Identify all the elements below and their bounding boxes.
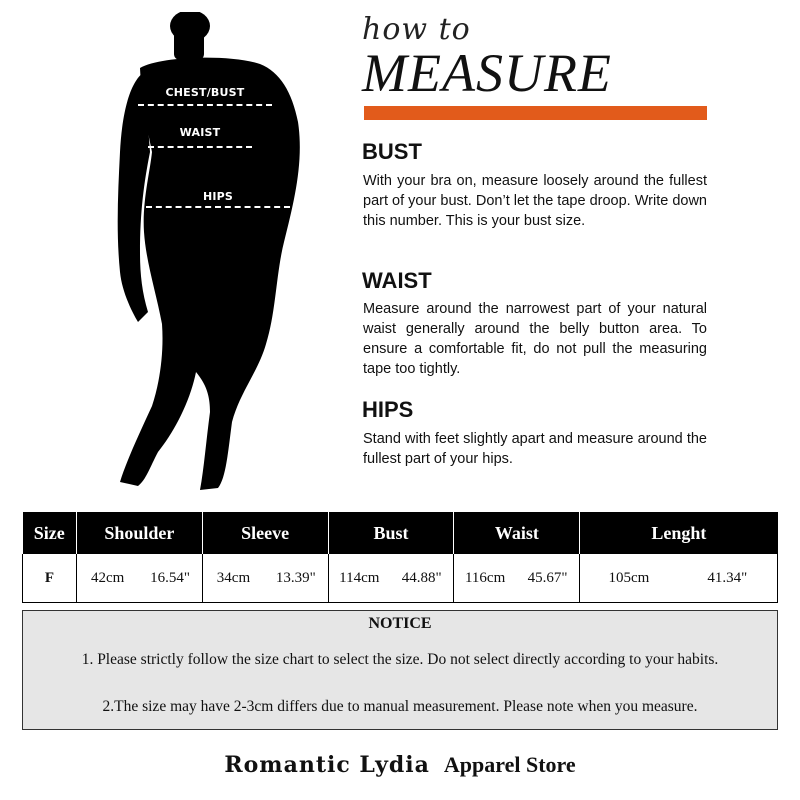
cell-shoulder-cm: 42cm	[76, 554, 138, 603]
waist-line	[148, 146, 252, 148]
cell-shoulder-in: 16.54"	[138, 554, 202, 603]
notice-title: NOTICE	[368, 615, 432, 632]
header-length: Lenght	[580, 512, 778, 554]
bust-line	[138, 104, 272, 106]
store-name: Apparel Store	[443, 752, 576, 777]
cell-size: F	[23, 554, 77, 603]
brand-name: Romantic Lydia	[224, 752, 430, 778]
measure-title: MEASURE	[362, 43, 612, 103]
accent-bar	[364, 106, 707, 120]
hips-label: HIPS	[202, 190, 234, 203]
cell-waist-in: 45.67"	[516, 554, 580, 603]
header-waist: Waist	[454, 512, 580, 554]
waist-label: WAIST	[179, 126, 221, 139]
cell-bust-in: 44.88"	[390, 554, 454, 603]
hips-text: Stand with feet slightly apart and measure around the fullest part of your hips.	[363, 431, 707, 467]
silhouette-shape	[100, 12, 320, 497]
cell-length-cm: 105cm	[580, 554, 678, 603]
waist-text: Measure around the narrowest part of your natural waist generally around the belly button area. To ensure a comfortable fit, do not pull the measuring tape too tightly.	[363, 301, 707, 377]
size-table	[22, 512, 778, 603]
bust-text: With your bra on, measure loosely around the fullest part of your bust. Don’t let the tape droop. Write down this number. This is your bust size.	[363, 173, 707, 229]
store-footer	[0, 752, 800, 778]
cell-sleeve-cm: 34cm	[202, 554, 264, 603]
header-shoulder: Shoulder	[76, 512, 202, 554]
cell-waist-cm: 116cm	[454, 554, 516, 603]
header-sleeve: Sleeve	[202, 512, 328, 554]
notice-item-1: 1. Please strictly follow the size chart to select the size. Do not select directly according to your habits.	[81, 651, 719, 668]
notice-item-2: 2.The size may have 2-3cm differs due to manual measurement. Please note when you measure.	[102, 698, 698, 715]
body-silhouette	[100, 12, 320, 497]
waist-title: WAIST	[362, 268, 432, 293]
hips-title: HIPS	[362, 397, 414, 422]
cell-sleeve-in: 13.39"	[264, 554, 328, 603]
hips-line	[146, 206, 290, 208]
notice-box	[22, 610, 778, 730]
cell-length-in: 41.34"	[678, 554, 778, 603]
header-bust: Bust	[328, 512, 454, 554]
table-row	[23, 554, 778, 603]
header-size: Size	[23, 512, 77, 554]
cell-bust-cm: 114cm	[328, 554, 390, 603]
table-header-row	[23, 512, 778, 554]
how-to-heading: how to	[362, 12, 471, 47]
bust-label: CHEST/BUST	[165, 86, 245, 99]
bust-title: BUST	[362, 139, 422, 164]
